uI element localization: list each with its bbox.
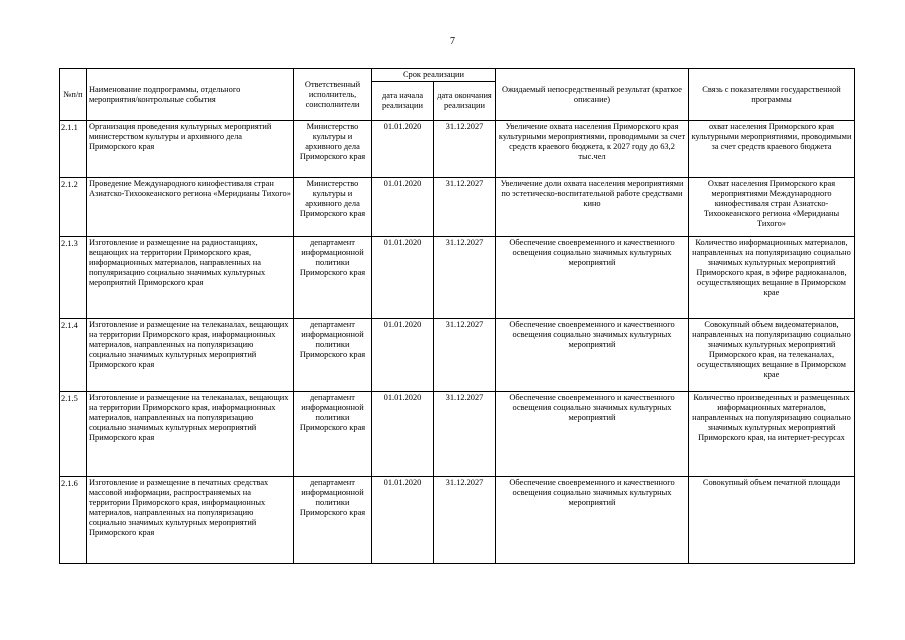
row-result: Увеличение доли охвата населения мероприятиями по эстетическо-воспитательной работе средствами кино	[496, 178, 689, 237]
row-link: Охват населения Приморского края мероприятиями Международного кинофестиваля стран Азиатско-Тихоокеанского региона «Меридианы Тихого»	[689, 178, 855, 237]
row-start: 01.01.2020	[372, 121, 434, 178]
table-row	[60, 237, 855, 319]
row-start: 01.01.2020	[372, 319, 434, 392]
row-result: Обеспечение своевременного и качественного освещения социально значимых культурных мероприятий	[496, 477, 689, 564]
row-result: Обеспечение своевременного и качественного освещения социально значимых культурных мероприятий	[496, 392, 689, 477]
row-result: Увеличение охвата населения Приморского края культурными мероприятиями, проводимыми за счет средств краевого бюджета, к 2027 году до 63,2 тыс.чел	[496, 121, 689, 178]
row-start: 01.01.2020	[372, 178, 434, 237]
row-num: 2.1.5	[60, 392, 87, 477]
row-num: 2.1.4	[60, 319, 87, 392]
row-end: 31.12.2027	[434, 392, 496, 477]
header-name: Наименование подпрограммы, отдельного мероприятия/контрольные события	[87, 69, 294, 121]
row-end: 31.12.2027	[434, 237, 496, 319]
row-end: 31.12.2027	[434, 319, 496, 392]
row-result: Обеспечение своевременного и качественного освещения социально значимых культурных мероприятий	[496, 237, 689, 319]
header-end: дата окончания реализации	[434, 82, 496, 121]
row-name: Изготовление и размещение на радиостанциях, вещающих на территории Приморского края, информационных материалов, направленных на популяризацию социально значимых культурных мероприятий Приморского края	[87, 237, 294, 319]
row-link: охват населения Приморского края культурными мероприятиями, проводимыми за счет средств краевого бюджета	[689, 121, 855, 178]
row-num: 2.1.2	[60, 178, 87, 237]
table-row	[60, 319, 855, 392]
row-responsible: департамент информационной политики Приморского края	[294, 477, 372, 564]
table-row	[60, 121, 855, 178]
row-end: 31.12.2027	[434, 121, 496, 178]
row-result: Обеспечение своевременного и качественного освещения социально значимых культурных мероприятий	[496, 319, 689, 392]
header-result: Ожидаемый непосредственный результат (краткое описание)	[496, 69, 689, 121]
row-link: Количество информационных материалов, направленных на популяризацию социально значимых культурных мероприятий Приморского края, в эфире радиоканалов, осуществляющих вещание в Приморском крае	[689, 237, 855, 319]
row-link: Совокупный объем печатной площади	[689, 477, 855, 564]
table-row	[60, 178, 855, 237]
table-row	[60, 477, 855, 564]
header-period: Срок реализации	[372, 69, 496, 82]
row-end: 31.12.2027	[434, 477, 496, 564]
row-start: 01.01.2020	[372, 477, 434, 564]
table-row	[60, 392, 855, 477]
header-link: Связь с показателями государственной программы	[689, 69, 855, 121]
row-link: Совокупный объем видеоматериалов, направленных на популяризацию социально значимых культурных мероприятий Приморского края, на телеканалах, осуществляющих вещание в Приморском крае	[689, 319, 855, 392]
row-link: Количество произведенных и размещенных информационных материалов, направленных на популяризацию социально значимых культурных мероприятий Приморского края, на интернет-ресурсах	[689, 392, 855, 477]
header-responsible: Ответственный исполнитель, соисполнители	[294, 69, 372, 121]
row-responsible: Министерство культуры и архивного дела Приморского края	[294, 178, 372, 237]
header-start: дата начала реализации	[372, 82, 434, 121]
row-start: 01.01.2020	[372, 392, 434, 477]
row-num: 2.1.3	[60, 237, 87, 319]
row-responsible: департамент информационной политики Приморского края	[294, 319, 372, 392]
page-number: 7	[450, 36, 455, 47]
row-num: 2.1.6	[60, 477, 87, 564]
row-num: 2.1.1	[60, 121, 87, 178]
row-start: 01.01.2020	[372, 237, 434, 319]
row-end: 31.12.2027	[434, 178, 496, 237]
row-name: Проведение Международного кинофестиваля стран Азиатско-Тихоокеанского региона «Меридианы Тихого»	[87, 178, 294, 237]
row-name: Изготовление и размещение в печатных средствах массовой информации, распространяемых на территории Приморского края, информационных материалов, направленных на популяризацию социально значимых культурных мероприятий Приморского края	[87, 477, 294, 564]
program-table	[59, 68, 855, 564]
row-responsible: департамент информационной политики Приморского края	[294, 392, 372, 477]
row-name: Изготовление и размещение на телеканалах, вещающих на территории Приморского края, информационных материалов, направленных на популяризацию социально значимых культурных мероприятий Приморского края	[87, 392, 294, 477]
row-responsible: Министерство культуры и архивного дела Приморского края	[294, 121, 372, 178]
header-num: №п/п	[60, 69, 87, 121]
row-name: Изготовление и размещение на телеканалах, вещающих на территории Приморского края, информационных материалов, направленных на популяризацию социально значимых культурных мероприятий Приморского края	[87, 319, 294, 392]
row-responsible: департамент информационной политики Приморского края	[294, 237, 372, 319]
row-name: Организация проведения культурных мероприятий министерством культуры и архивного дела Приморского края	[87, 121, 294, 178]
